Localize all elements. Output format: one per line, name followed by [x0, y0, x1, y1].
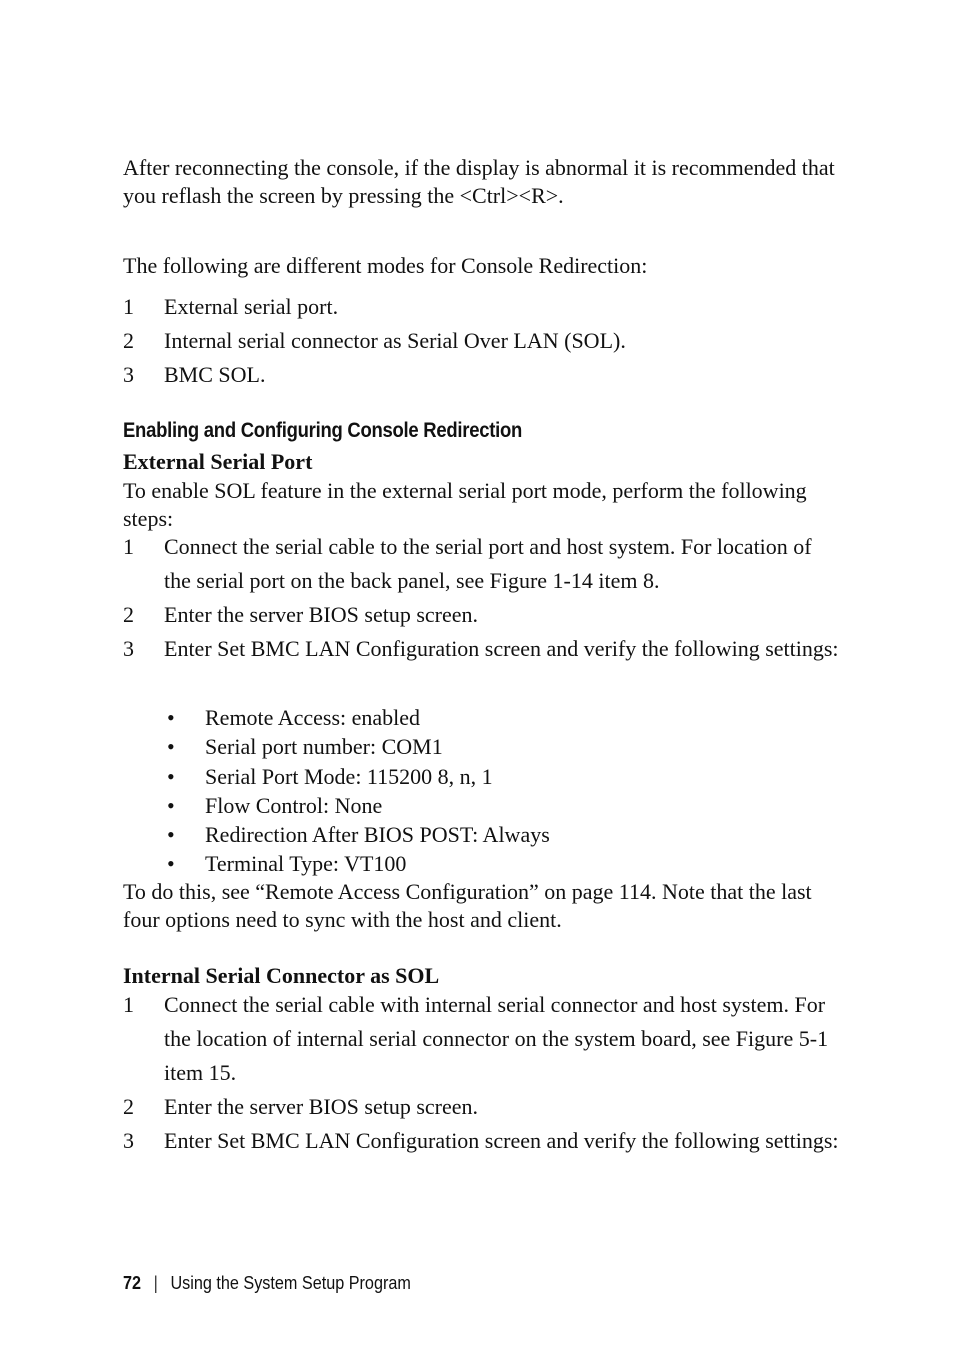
bullet-icon: • [167, 851, 175, 877]
bullet-icon: • [167, 705, 175, 730]
external-subheading: External Serial Port [123, 449, 313, 474]
external-intro: To enable SOL feature in the external serial port mode, perform the following steps: [123, 478, 807, 531]
external-steps [123, 530, 843, 666]
list-item [123, 820, 843, 849]
list-item [123, 598, 843, 632]
item-text: Flow Control: None [205, 792, 383, 818]
list-item [123, 1124, 843, 1158]
internal-steps [123, 988, 843, 1158]
item-text: Redirection After BIOS POST: Always [205, 822, 550, 848]
item-text: Remote Access: enabled [205, 705, 421, 730]
page-footer [123, 1273, 411, 1294]
item-number: 2 [123, 328, 134, 353]
item-number: 3 [123, 362, 134, 387]
item-number: 2 [123, 602, 134, 627]
list-item [123, 1090, 843, 1124]
footer-separator: | [153, 1273, 158, 1293]
modes-intro: The following are different modes for Console Redirection: [123, 253, 648, 278]
item-text: Serial port number: COM1 [205, 734, 443, 760]
list-item [123, 791, 843, 820]
bullet-icon: • [167, 792, 175, 818]
item-number: 1 [123, 992, 134, 1017]
item-text: Internal serial connector as Serial Over LAN (SOL). [164, 328, 626, 353]
item-number: 3 [123, 636, 134, 661]
list-item [123, 530, 843, 598]
list-item [123, 358, 843, 392]
external-note: To do this, see “Remote Access Configuration” on page 114. Note that the last four options need to sync with the host and client. [123, 879, 812, 932]
item-text: BMC SOL. [164, 362, 266, 387]
item-text: Enter the server BIOS setup screen. [164, 1094, 479, 1119]
list-item [123, 849, 843, 878]
bullet-icon: • [167, 822, 175, 848]
item-text: Terminal Type: VT100 [205, 851, 407, 877]
list-item [123, 703, 843, 732]
item-text: Enter Set BMC LAN Configuration screen and verify the following settings: [164, 636, 839, 661]
item-text: External serial port. [164, 294, 339, 319]
internal-subheading: Internal Serial Connector as SOL [123, 963, 440, 988]
page-number: 72 [123, 1273, 142, 1293]
list-item [123, 290, 843, 324]
item-text: Enter Set BMC LAN Configuration screen and verify the following settings: [164, 1128, 839, 1153]
item-number: 1 [123, 534, 134, 559]
modes-list [123, 290, 843, 392]
list-item [123, 324, 843, 358]
intro-paragraph: After reconnecting the console, if the display is abnormal it is recommended that you reflash the screen by pressing the <Ctrl><R>. [123, 155, 835, 208]
item-number: 1 [123, 294, 134, 319]
list-item [123, 632, 843, 666]
item-number: 2 [123, 1094, 134, 1119]
chapter-title: Using the System Setup Program [170, 1273, 411, 1293]
list-item [123, 732, 843, 761]
bullet-icon: • [167, 734, 175, 760]
settings-list [123, 703, 843, 879]
list-item [123, 762, 843, 791]
item-text: Serial Port Mode: 115200 8, n, 1 [205, 763, 493, 789]
bullet-icon: • [167, 763, 175, 789]
item-text: Enter the server BIOS setup screen. [164, 602, 479, 627]
item-number: 3 [123, 1128, 134, 1153]
item-text: Connect the serial cable with internal serial connector and host system. For the location of internal serial connector on the system board, see Figure 5-1 item 15. [164, 992, 829, 1085]
item-text: Connect the serial cable to the serial port and host system. For location of the serial port on the back panel, see Figure 1-14 item 8. [164, 534, 812, 593]
section-heading: Enabling and Configuring Console Redirection [123, 419, 523, 442]
list-item [123, 988, 843, 1090]
